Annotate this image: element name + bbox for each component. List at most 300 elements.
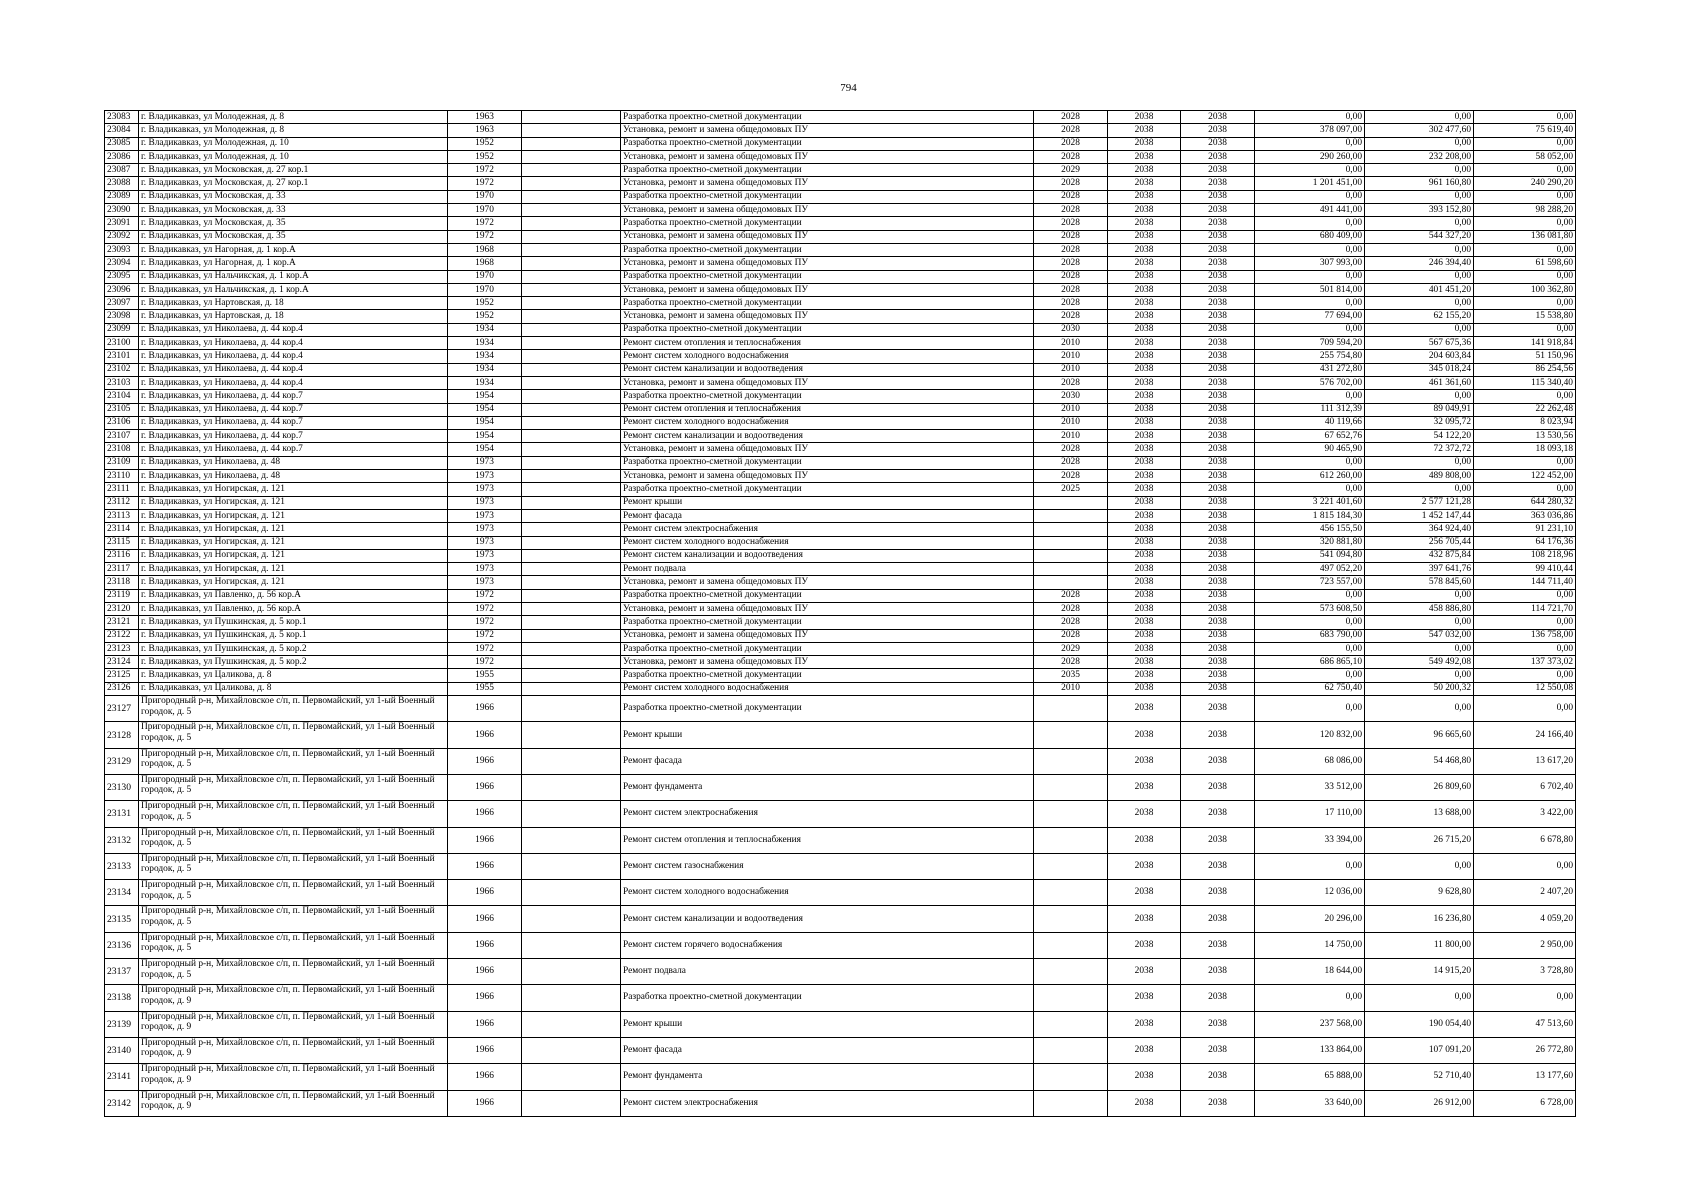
- build-year-cell: 1973: [448, 496, 522, 509]
- year-1-cell: 2029: [1034, 642, 1108, 655]
- year-1-cell: 2028: [1034, 602, 1108, 615]
- empty-cell: [522, 629, 621, 642]
- year-1-cell: [1034, 853, 1108, 879]
- total-cost-cell: 491 441,00: [1255, 204, 1365, 217]
- address-cell: г. Владикавказ, ул Пушкинская, д. 5 кор.1: [139, 616, 448, 629]
- address-cell: г. Владикавказ, ул Московская, д. 35: [139, 217, 448, 230]
- total-cost-cell: 0,00: [1255, 164, 1365, 177]
- empty-cell: [522, 1064, 621, 1090]
- year-3-cell: 2038: [1181, 576, 1255, 589]
- work-type-cell: Ремонт систем канализации и водоотведения: [621, 430, 1034, 443]
- work-type-cell: Ремонт систем электроснабжения: [621, 1090, 1034, 1116]
- cost-share-2-cell: 64 176,36: [1474, 536, 1576, 549]
- table-row: [105, 443, 1576, 456]
- row-number-cell: 23133: [105, 853, 139, 879]
- total-cost-cell: 120 832,00: [1255, 722, 1365, 748]
- total-cost-cell: 683 790,00: [1255, 629, 1365, 642]
- build-year-cell: 1972: [448, 616, 522, 629]
- total-cost-cell: 307 993,00: [1255, 257, 1365, 270]
- year-2-cell: 2038: [1108, 985, 1181, 1011]
- build-year-cell: 1973: [448, 549, 522, 562]
- cost-share-2-cell: 0,00: [1474, 243, 1576, 256]
- empty-cell: [522, 774, 621, 800]
- table-row: [105, 416, 1576, 429]
- year-1-cell: [1034, 1090, 1108, 1116]
- work-type-cell: Установка, ремонт и замена общедомовых ПУ: [621, 656, 1034, 669]
- total-cost-cell: 14 750,00: [1255, 932, 1365, 958]
- work-type-cell: Разработка проектно-сметной документации: [621, 483, 1034, 496]
- year-3-cell: 2038: [1181, 483, 1255, 496]
- year-3-cell: 2038: [1181, 257, 1255, 270]
- total-cost-cell: 686 865,10: [1255, 656, 1365, 669]
- build-year-cell: 1972: [448, 589, 522, 602]
- cost-share-1-cell: 489 808,00: [1365, 470, 1474, 483]
- work-type-cell: Ремонт систем холодного водоснабжения: [621, 350, 1034, 363]
- row-number-cell: 23138: [105, 985, 139, 1011]
- build-year-cell: 1973: [448, 456, 522, 469]
- total-cost-cell: 0,00: [1255, 190, 1365, 203]
- row-number-cell: 23093: [105, 243, 139, 256]
- row-number-cell: 23132: [105, 827, 139, 853]
- work-type-cell: Разработка проектно-сметной документации: [621, 270, 1034, 283]
- year-1-cell: 2028: [1034, 217, 1108, 230]
- work-type-cell: Ремонт систем канализации и водоотведения: [621, 363, 1034, 376]
- year-1-cell: [1034, 1037, 1108, 1063]
- build-year-cell: 1954: [448, 443, 522, 456]
- row-number-cell: 23115: [105, 536, 139, 549]
- year-2-cell: 2038: [1108, 124, 1181, 137]
- empty-cell: [522, 337, 621, 350]
- work-type-cell: Ремонт крыши: [621, 1011, 1034, 1037]
- cost-share-1-cell: 190 054,40: [1365, 1011, 1474, 1037]
- cost-share-1-cell: 393 152,80: [1365, 204, 1474, 217]
- empty-cell: [522, 443, 621, 456]
- empty-cell: [522, 416, 621, 429]
- empty-cell: [522, 230, 621, 243]
- total-cost-cell: 237 568,00: [1255, 1011, 1365, 1037]
- year-1-cell: 2028: [1034, 443, 1108, 456]
- cost-share-1-cell: 0,00: [1365, 243, 1474, 256]
- table-row: [105, 483, 1576, 496]
- year-1-cell: 2010: [1034, 430, 1108, 443]
- year-3-cell: 2038: [1181, 111, 1255, 124]
- year-2-cell: 2038: [1108, 906, 1181, 932]
- year-1-cell: [1034, 932, 1108, 958]
- build-year-cell: 1934: [448, 363, 522, 376]
- year-1-cell: [1034, 880, 1108, 906]
- year-2-cell: 2038: [1108, 363, 1181, 376]
- year-3-cell: 2038: [1181, 549, 1255, 562]
- year-1-cell: 2028: [1034, 124, 1108, 137]
- row-number-cell: 23127: [105, 696, 139, 722]
- cost-share-2-cell: 61 598,60: [1474, 257, 1576, 270]
- year-3-cell: 2038: [1181, 669, 1255, 682]
- work-type-cell: Установка, ремонт и замена общедомовых ПУ: [621, 443, 1034, 456]
- year-2-cell: 2038: [1108, 801, 1181, 827]
- year-3-cell: 2038: [1181, 230, 1255, 243]
- year-3-cell: 2038: [1181, 774, 1255, 800]
- year-3-cell: 2038: [1181, 150, 1255, 163]
- year-1-cell: 2028: [1034, 656, 1108, 669]
- cost-share-2-cell: 0,00: [1474, 190, 1576, 203]
- address-cell: г. Владикавказ, ул Нагорная, д. 1 кор.А: [139, 257, 448, 270]
- total-cost-cell: 0,00: [1255, 616, 1365, 629]
- row-number-cell: 23086: [105, 150, 139, 163]
- year-3-cell: 2038: [1181, 496, 1255, 509]
- row-number-cell: 23097: [105, 297, 139, 310]
- empty-cell: [522, 1037, 621, 1063]
- year-2-cell: 2038: [1108, 774, 1181, 800]
- cost-share-2-cell: 240 290,20: [1474, 177, 1576, 190]
- empty-cell: [522, 985, 621, 1011]
- row-number-cell: 23140: [105, 1037, 139, 1063]
- empty-cell: [522, 602, 621, 615]
- total-cost-cell: 255 754,80: [1255, 350, 1365, 363]
- cost-share-1-cell: 547 032,00: [1365, 629, 1474, 642]
- year-3-cell: 2038: [1181, 1064, 1255, 1090]
- cost-share-2-cell: 26 772,80: [1474, 1037, 1576, 1063]
- row-number-cell: 23108: [105, 443, 139, 456]
- total-cost-cell: 0,00: [1255, 270, 1365, 283]
- year-1-cell: 2028: [1034, 456, 1108, 469]
- year-3-cell: 2038: [1181, 536, 1255, 549]
- year-2-cell: 2038: [1108, 682, 1181, 695]
- cost-share-1-cell: 458 886,80: [1365, 602, 1474, 615]
- cost-share-2-cell: 0,00: [1474, 696, 1576, 722]
- build-year-cell: 1973: [448, 483, 522, 496]
- table-row: [105, 190, 1576, 203]
- empty-cell: [522, 111, 621, 124]
- table-row: [105, 217, 1576, 230]
- address-cell: г. Владикавказ, ул Ногирская, д. 121: [139, 483, 448, 496]
- cost-share-1-cell: 89 049,91: [1365, 403, 1474, 416]
- work-type-cell: Установка, ремонт и замена общедомовых ПУ: [621, 310, 1034, 323]
- year-3-cell: 2038: [1181, 243, 1255, 256]
- empty-cell: [522, 430, 621, 443]
- build-year-cell: 1955: [448, 669, 522, 682]
- empty-cell: [522, 656, 621, 669]
- table-row: [105, 310, 1576, 323]
- empty-cell: [522, 616, 621, 629]
- total-cost-cell: 0,00: [1255, 323, 1365, 336]
- total-cost-cell: 0,00: [1255, 137, 1365, 150]
- work-type-cell: Ремонт систем отопления и теплоснабжения: [621, 403, 1034, 416]
- row-number-cell: 23110: [105, 470, 139, 483]
- row-number-cell: 23111: [105, 483, 139, 496]
- address-cell: г. Владикавказ, ул Николаева, д. 44 кор.4: [139, 323, 448, 336]
- table-row: [105, 164, 1576, 177]
- year-2-cell: 2038: [1108, 563, 1181, 576]
- cost-share-2-cell: 18 093,18: [1474, 443, 1576, 456]
- year-1-cell: 2010: [1034, 416, 1108, 429]
- cost-share-1-cell: 26 912,00: [1365, 1090, 1474, 1116]
- cost-share-1-cell: 0,00: [1365, 616, 1474, 629]
- row-number-cell: 23122: [105, 629, 139, 642]
- year-3-cell: 2038: [1181, 523, 1255, 536]
- work-type-cell: Разработка проектно-сметной документации: [621, 323, 1034, 336]
- year-1-cell: [1034, 696, 1108, 722]
- table-row: [105, 257, 1576, 270]
- table-row: [105, 283, 1576, 296]
- empty-cell: [522, 576, 621, 589]
- cost-share-2-cell: 4 059,20: [1474, 906, 1576, 932]
- empty-cell: [522, 563, 621, 576]
- year-3-cell: 2038: [1181, 1037, 1255, 1063]
- cost-share-1-cell: 0,00: [1365, 483, 1474, 496]
- empty-cell: [522, 297, 621, 310]
- table-row: [105, 430, 1576, 443]
- cost-share-1-cell: 50 200,32: [1365, 682, 1474, 695]
- year-1-cell: 2030: [1034, 323, 1108, 336]
- address-cell: г. Владикавказ, ул Ногирская, д. 121: [139, 576, 448, 589]
- cost-share-1-cell: 1 452 147,44: [1365, 509, 1474, 522]
- table-row: [105, 932, 1576, 958]
- cost-share-1-cell: 0,00: [1365, 589, 1474, 602]
- address-cell: г. Владикавказ, ул Ногирская, д. 121: [139, 523, 448, 536]
- work-type-cell: Установка, ремонт и замена общедомовых ПУ: [621, 124, 1034, 137]
- cost-share-1-cell: 0,00: [1365, 853, 1474, 879]
- cost-share-2-cell: 0,00: [1474, 985, 1576, 1011]
- address-cell: Пригородный р-н, Михайловское с/п, п. Первомайский, ул 1-ый Военный городок, д. 5: [139, 932, 448, 958]
- row-number-cell: 23116: [105, 549, 139, 562]
- cost-share-2-cell: 6 702,40: [1474, 774, 1576, 800]
- build-year-cell: 1952: [448, 150, 522, 163]
- cost-share-2-cell: 0,00: [1474, 669, 1576, 682]
- build-year-cell: 1963: [448, 124, 522, 137]
- cost-share-2-cell: 13 177,60: [1474, 1064, 1576, 1090]
- cost-share-1-cell: 54 468,80: [1365, 748, 1474, 774]
- year-2-cell: 2038: [1108, 1037, 1181, 1063]
- build-year-cell: 1966: [448, 1090, 522, 1116]
- address-cell: Пригородный р-н, Михайловское с/п, п. Первомайский, ул 1-ый Военный городок, д. 5: [139, 722, 448, 748]
- year-2-cell: 2038: [1108, 549, 1181, 562]
- row-number-cell: 23088: [105, 177, 139, 190]
- build-year-cell: 1970: [448, 283, 522, 296]
- total-cost-cell: 18 644,00: [1255, 959, 1365, 985]
- build-year-cell: 1972: [448, 642, 522, 655]
- year-2-cell: 2038: [1108, 243, 1181, 256]
- total-cost-cell: 723 557,00: [1255, 576, 1365, 589]
- cost-share-1-cell: 401 451,20: [1365, 283, 1474, 296]
- address-cell: Пригородный р-н, Михайловское с/п, п. Первомайский, ул 1-ый Военный городок, д. 5: [139, 801, 448, 827]
- build-year-cell: 1966: [448, 1037, 522, 1063]
- work-type-cell: Ремонт систем канализации и водоотведения: [621, 906, 1034, 932]
- empty-cell: [522, 403, 621, 416]
- address-cell: г. Владикавказ, ул Ногирская, д. 121: [139, 536, 448, 549]
- year-1-cell: [1034, 563, 1108, 576]
- total-cost-cell: 0,00: [1255, 111, 1365, 124]
- build-year-cell: 1966: [448, 985, 522, 1011]
- work-type-cell: Ремонт систем холодного водоснабжения: [621, 536, 1034, 549]
- year-2-cell: 2038: [1108, 722, 1181, 748]
- year-2-cell: 2038: [1108, 589, 1181, 602]
- page-number: 794: [840, 82, 857, 94]
- table-row: [105, 576, 1576, 589]
- row-number-cell: 23105: [105, 403, 139, 416]
- cost-share-1-cell: 14 915,20: [1365, 959, 1474, 985]
- year-3-cell: 2038: [1181, 932, 1255, 958]
- cost-share-1-cell: 578 845,60: [1365, 576, 1474, 589]
- cost-share-1-cell: 302 477,60: [1365, 124, 1474, 137]
- cost-share-1-cell: 9 628,80: [1365, 880, 1474, 906]
- year-1-cell: [1034, 748, 1108, 774]
- address-cell: г. Владикавказ, ул Пушкинская, д. 5 кор.2: [139, 642, 448, 655]
- row-number-cell: 23135: [105, 906, 139, 932]
- cost-share-1-cell: 107 091,20: [1365, 1037, 1474, 1063]
- cost-share-1-cell: 549 492,08: [1365, 656, 1474, 669]
- work-type-cell: Разработка проектно-сметной документации: [621, 297, 1034, 310]
- total-cost-cell: 65 888,00: [1255, 1064, 1365, 1090]
- row-number-cell: 23114: [105, 523, 139, 536]
- empty-cell: [522, 906, 621, 932]
- work-type-cell: Установка, ремонт и замена общедомовых ПУ: [621, 257, 1034, 270]
- year-2-cell: 2038: [1108, 509, 1181, 522]
- build-year-cell: 1966: [448, 853, 522, 879]
- year-3-cell: 2038: [1181, 642, 1255, 655]
- year-2-cell: 2038: [1108, 270, 1181, 283]
- cost-share-2-cell: 6 728,00: [1474, 1090, 1576, 1116]
- total-cost-cell: 77 694,00: [1255, 310, 1365, 323]
- cost-share-1-cell: 0,00: [1365, 669, 1474, 682]
- row-number-cell: 23109: [105, 456, 139, 469]
- table-row: [105, 906, 1576, 932]
- year-2-cell: 2038: [1108, 283, 1181, 296]
- total-cost-cell: 12 036,00: [1255, 880, 1365, 906]
- build-year-cell: 1934: [448, 376, 522, 389]
- total-cost-cell: 1 201 451,00: [1255, 177, 1365, 190]
- total-cost-cell: 497 052,20: [1255, 563, 1365, 576]
- table-row: [105, 536, 1576, 549]
- empty-cell: [522, 1090, 621, 1116]
- year-2-cell: 2038: [1108, 602, 1181, 615]
- year-2-cell: 2038: [1108, 1090, 1181, 1116]
- cost-share-2-cell: 108 218,96: [1474, 549, 1576, 562]
- table-row: [105, 1011, 1576, 1037]
- year-1-cell: 2010: [1034, 337, 1108, 350]
- cost-share-2-cell: 13 530,56: [1474, 430, 1576, 443]
- row-number-cell: 23103: [105, 376, 139, 389]
- table-row: [105, 363, 1576, 376]
- row-number-cell: 23091: [105, 217, 139, 230]
- year-3-cell: 2038: [1181, 853, 1255, 879]
- total-cost-cell: 576 702,00: [1255, 376, 1365, 389]
- work-type-cell: Разработка проектно-сметной документации: [621, 589, 1034, 602]
- empty-cell: [522, 536, 621, 549]
- empty-cell: [522, 177, 621, 190]
- year-3-cell: 2038: [1181, 390, 1255, 403]
- cost-share-2-cell: 141 918,84: [1474, 337, 1576, 350]
- row-number-cell: 23112: [105, 496, 139, 509]
- work-type-cell: Ремонт фасада: [621, 509, 1034, 522]
- total-cost-cell: 0,00: [1255, 589, 1365, 602]
- cost-share-1-cell: 567 675,36: [1365, 337, 1474, 350]
- year-2-cell: 2038: [1108, 257, 1181, 270]
- total-cost-cell: 17 110,00: [1255, 801, 1365, 827]
- total-cost-cell: 680 409,00: [1255, 230, 1365, 243]
- total-cost-cell: 33 512,00: [1255, 774, 1365, 800]
- empty-cell: [522, 137, 621, 150]
- row-number-cell: 23128: [105, 722, 139, 748]
- address-cell: г. Владикавказ, ул Павленко, д. 56 кор.А: [139, 589, 448, 602]
- work-type-cell: Ремонт систем холодного водоснабжения: [621, 880, 1034, 906]
- total-cost-cell: 0,00: [1255, 696, 1365, 722]
- work-type-cell: Разработка проектно-сметной документации: [621, 390, 1034, 403]
- work-type-cell: Установка, ремонт и замена общедомовых ПУ: [621, 576, 1034, 589]
- total-cost-cell: 612 260,00: [1255, 470, 1365, 483]
- empty-cell: [522, 589, 621, 602]
- build-year-cell: 1963: [448, 111, 522, 124]
- row-number-cell: 23083: [105, 111, 139, 124]
- address-cell: г. Владикавказ, ул Ногирская, д. 121: [139, 496, 448, 509]
- year-3-cell: 2038: [1181, 1011, 1255, 1037]
- cost-share-2-cell: 0,00: [1474, 137, 1576, 150]
- table-row: [105, 1064, 1576, 1090]
- empty-cell: [522, 932, 621, 958]
- total-cost-cell: 0,00: [1255, 456, 1365, 469]
- year-3-cell: 2038: [1181, 323, 1255, 336]
- year-1-cell: [1034, 801, 1108, 827]
- row-number-cell: 23142: [105, 1090, 139, 1116]
- build-year-cell: 1970: [448, 190, 522, 203]
- cost-share-2-cell: 51 150,96: [1474, 350, 1576, 363]
- address-cell: г. Владикавказ, ул Ногирская, д. 121: [139, 509, 448, 522]
- year-2-cell: 2038: [1108, 297, 1181, 310]
- build-year-cell: 1955: [448, 682, 522, 695]
- cost-share-2-cell: 24 166,40: [1474, 722, 1576, 748]
- year-1-cell: [1034, 722, 1108, 748]
- table-row: [105, 230, 1576, 243]
- year-2-cell: 2038: [1108, 576, 1181, 589]
- year-1-cell: [1034, 523, 1108, 536]
- row-number-cell: 23131: [105, 801, 139, 827]
- work-type-cell: Разработка проектно-сметной документации: [621, 985, 1034, 1011]
- address-cell: Пригородный р-н, Михайловское с/п, п. Первомайский, ул 1-ый Военный городок, д. 9: [139, 985, 448, 1011]
- year-1-cell: 2028: [1034, 204, 1108, 217]
- row-number-cell: 23124: [105, 656, 139, 669]
- empty-cell: [522, 483, 621, 496]
- year-3-cell: 2038: [1181, 722, 1255, 748]
- row-number-cell: 23104: [105, 390, 139, 403]
- cost-share-2-cell: 137 373,02: [1474, 656, 1576, 669]
- capital-repair-table: [104, 110, 1576, 1117]
- year-3-cell: 2038: [1181, 629, 1255, 642]
- total-cost-cell: 320 881,80: [1255, 536, 1365, 549]
- empty-cell: [522, 853, 621, 879]
- empty-cell: [522, 523, 621, 536]
- table-row: [105, 376, 1576, 389]
- table-row: [105, 629, 1576, 642]
- empty-cell: [522, 283, 621, 296]
- year-3-cell: 2038: [1181, 589, 1255, 602]
- year-3-cell: 2038: [1181, 801, 1255, 827]
- build-year-cell: 1954: [448, 430, 522, 443]
- cost-share-2-cell: 2 407,20: [1474, 880, 1576, 906]
- total-cost-cell: 67 652,76: [1255, 430, 1365, 443]
- address-cell: г. Владикавказ, ул Нальчикская, д. 1 кор.А: [139, 270, 448, 283]
- year-2-cell: 2038: [1108, 204, 1181, 217]
- total-cost-cell: 290 260,00: [1255, 150, 1365, 163]
- row-number-cell: 23099: [105, 323, 139, 336]
- work-type-cell: Разработка проектно-сметной документации: [621, 669, 1034, 682]
- year-2-cell: 2038: [1108, 403, 1181, 416]
- cost-share-2-cell: 0,00: [1474, 323, 1576, 336]
- total-cost-cell: 0,00: [1255, 297, 1365, 310]
- cost-share-1-cell: 52 710,40: [1365, 1064, 1474, 1090]
- build-year-cell: 1966: [448, 748, 522, 774]
- year-2-cell: 2038: [1108, 111, 1181, 124]
- empty-cell: [522, 509, 621, 522]
- year-3-cell: 2038: [1181, 310, 1255, 323]
